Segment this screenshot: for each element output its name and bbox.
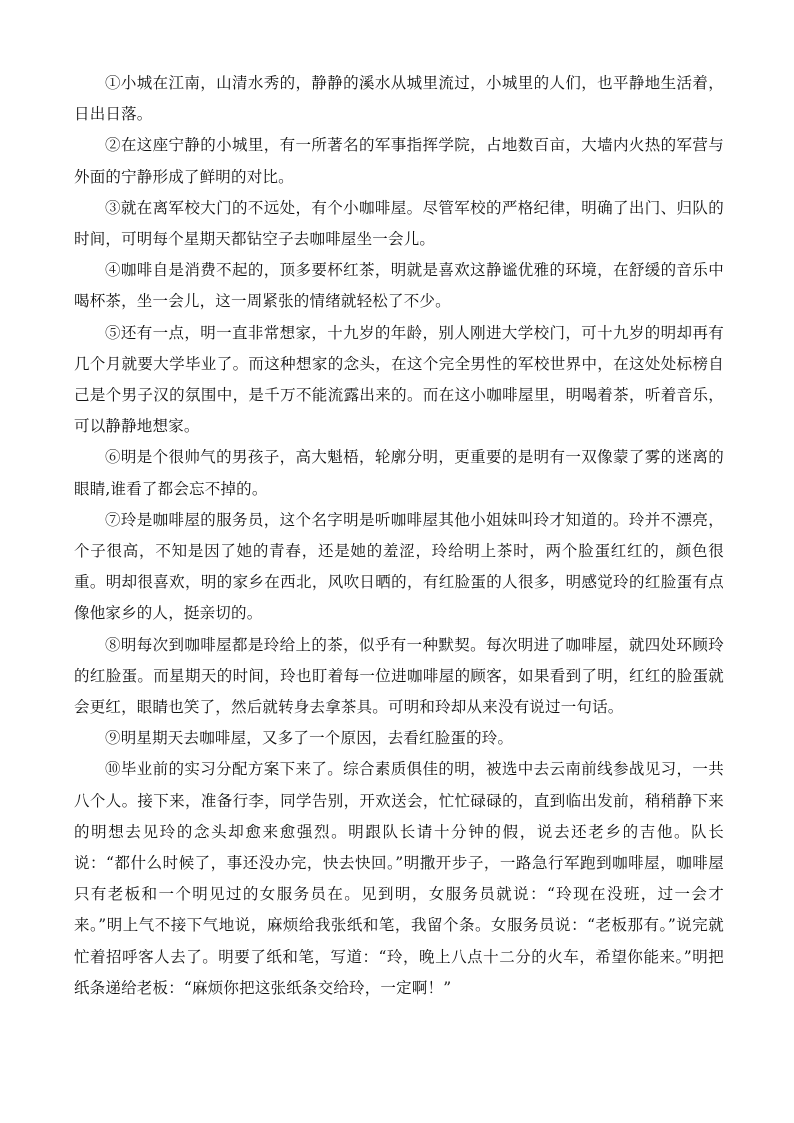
paragraph-7: ⑦玲是咖啡屋的服务员，这个名字明是听咖啡屋其他小姐妹叫玲才知道的。玲并不漂亮，个子很高，不知是因了她的青春，还是她的羞涩，玲给明上茶时，两个脸蛋红红的，颜色很重。明却很喜欢，明的家乡在西北，风吹日晒的，有红脸蛋的人很多，明感觉玲的红脸蛋有点像他家乡的人，挺亲切的。 — [74, 510, 724, 623]
article-body — [74, 68, 724, 1004]
paragraph-6: ⑥明是个很帅气的男孩子，高大魁梧，轮廓分明，更重要的是明有一双像蒙了雾的迷离的眼睛,谁看了都会忘不掉的。 — [74, 448, 724, 498]
paragraph-9: ⑨明星期天去咖啡屋，又多了一个原因，去看红脸蛋的玲。 — [105, 729, 514, 748]
paragraph-2: ②在这座宁静的小城里，有一所著名的军事指挥学院，占地数百亩，大墙内火热的军营与外面的宁静形成了鲜明的对比。 — [74, 136, 724, 186]
paragraph-5: ⑤还有一点，明一直非常想家，十九岁的年龄，别人刚进大学校门，可十九岁的明却再有几个月就要大学毕业了。而这种想家的念头，在这个完全男性的军校世界中，在这处处标榜自己是个男子汉的氛围中，是千万不能流露出来的。而在这小咖啡屋里，明喝着茶，听着音乐，可以静静地想家。 — [74, 323, 724, 436]
paragraph-4: ④咖啡自是消费不起的，顶多要杯红茶，明就是喜欢这静谧优雅的环境，在舒缓的音乐中喝杯茶，坐一会儿，这一周紧张的情绪就轻松了不少。 — [74, 261, 724, 311]
paragraph-8: ⑧明每次到咖啡屋都是玲给上的茶，似乎有一种默契。每次明进了咖啡屋，就四处环顾玲的红脸蛋。而星期天的时间，玲也盯着每一位进咖啡屋的顾客，如果看到了明，红红的脸蛋就会更红，眼睛也笑了，然后就转身去拿茶具。可明和玲却从来没有说过一句话。 — [74, 635, 724, 717]
paragraph-3: ③就在离军校大门的不远处，有个小咖啡屋。尽管军校的严格纪律，明确了出门、归队的时间，可明每个星期天都钻空子去咖啡屋坐一会儿。 — [74, 198, 724, 249]
paragraph-10: ⑩毕业前的实习分配方案下来了。综合素质俱佳的明，被选中去云南前线参战见习，一共八个人。接下来，准备行李，同学告别，开欢送会，忙忙碌碌的，直到临出发前，稍稍静下来的明想去见玲的念头却愈来愈强烈。明跟队长请十分钟的假，说去还老乡的吉他。队长说：“都什么时候了，事还没办完，快去快回。”明撒开步子，一路急行军跑到咖啡屋，咖啡屋只有老板和一个明见过的女服务员在。见到明，女服务员就说：“玲现在没班，过一会才来。”明上气不接下气地说，麻烦给我张纸和笔，我留个条。女服务员说：“老板那有。”说完就忙着招呼客人去了。明要了纸和笔，写道：“玲，晚上八点十二分的火车，希望你能来。”明把纸条递给老板：“麻烦你把这张纸条交给玲，一定啊！” — [74, 760, 724, 997]
paragraph-1: ①小城在江南，山清水秀的，静静的溪水从城里流过，小城里的人们，也平静地生活着，日出日落。 — [74, 74, 724, 124]
